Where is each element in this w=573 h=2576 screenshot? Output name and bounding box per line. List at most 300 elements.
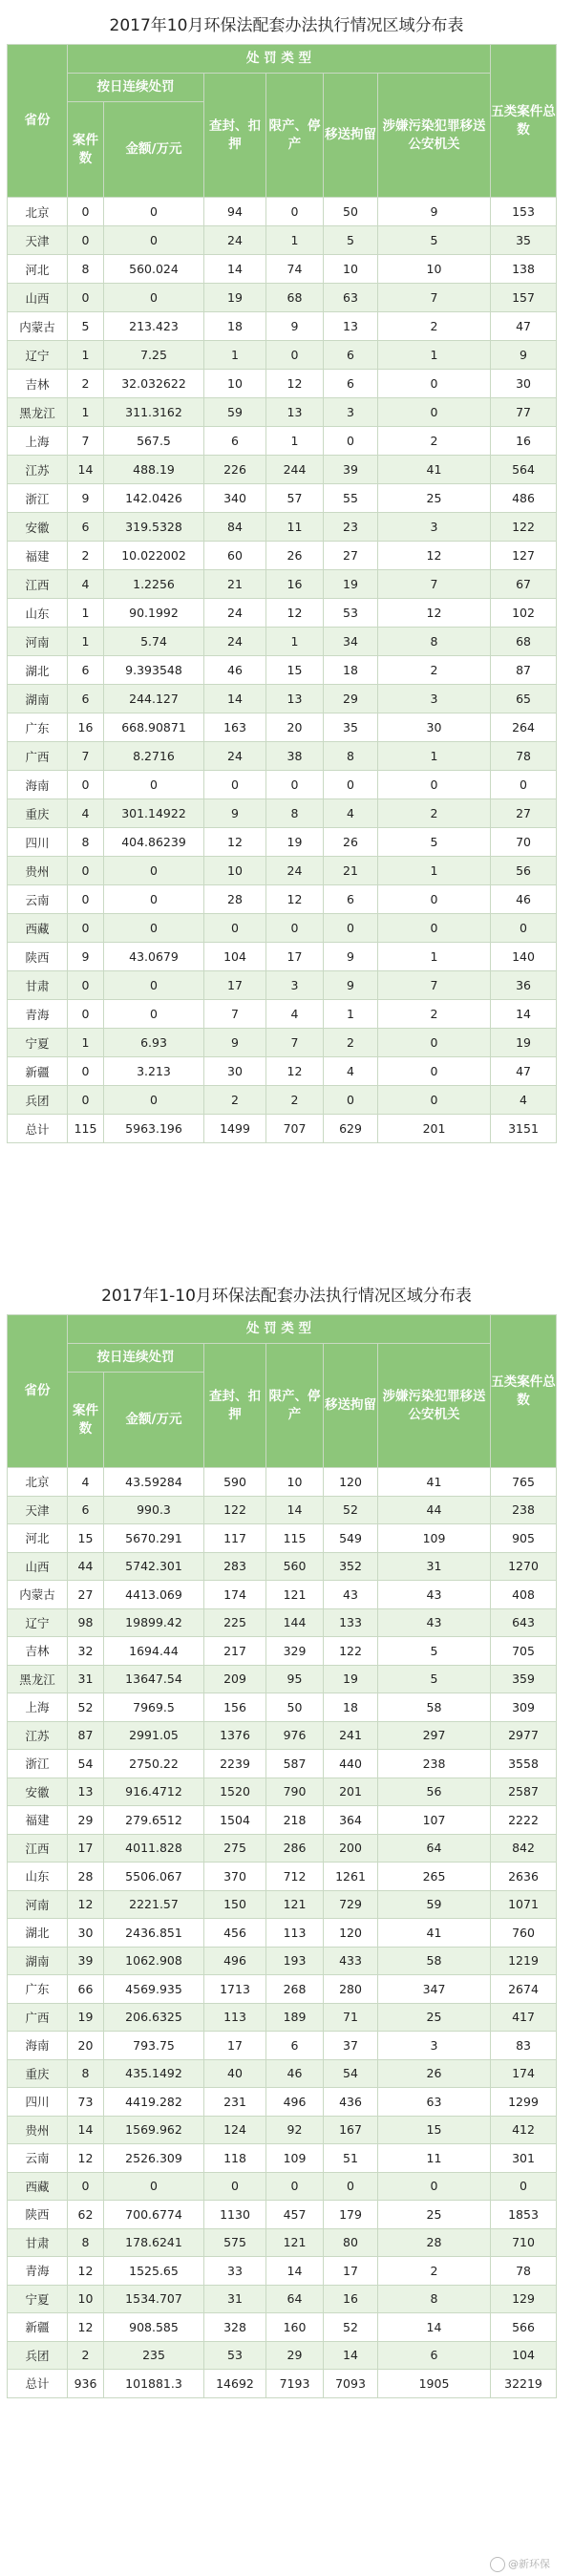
cell-restrict: 121	[266, 1581, 324, 1609]
cell-seizure: 117	[204, 1524, 266, 1553]
cell-police: 2	[378, 312, 491, 341]
cell-cases: 13	[68, 1778, 104, 1806]
header-seizure: 查封、扣押	[204, 1344, 266, 1468]
cell-restrict: 9	[266, 312, 324, 341]
cell-cases: 1	[68, 398, 104, 427]
cell-province: 安徽	[8, 513, 68, 542]
cell-total: 417	[491, 2003, 557, 2032]
cell-seizure: 53	[204, 2341, 266, 2370]
cell-amount: 2436.851	[104, 1919, 204, 1948]
cell-police: 25	[378, 484, 491, 513]
table-row	[8, 799, 557, 828]
cell-police: 12	[378, 599, 491, 628]
cell-province: 安徽	[8, 1778, 68, 1806]
cell-cases: 6	[68, 513, 104, 542]
cell-total: 309	[491, 1693, 557, 1722]
cell-province: 山东	[8, 599, 68, 628]
cell-province: 浙江	[8, 1750, 68, 1778]
table-row-total	[8, 2370, 557, 2398]
cell-detention: 280	[324, 1975, 378, 2004]
table-row	[8, 857, 557, 885]
cell-province: 湖北	[8, 656, 68, 685]
table-row	[8, 2341, 557, 2370]
cell-detention: 200	[324, 1834, 378, 1863]
cell-amount: 567.5	[104, 427, 204, 456]
table-row	[8, 1693, 557, 1722]
cell-total: 0	[491, 771, 557, 799]
cell-police: 56	[378, 1778, 491, 1806]
cell-police: 1	[378, 742, 491, 771]
cell-detention: 352	[324, 1552, 378, 1581]
header-police: 涉嫌污染犯罪移送公安机关	[378, 1344, 491, 1468]
cell-cases: 10	[68, 2285, 104, 2313]
cell-detention: 9	[324, 943, 378, 971]
cell-detention: 433	[324, 1947, 378, 1975]
cell-police: 10	[378, 255, 491, 284]
cell-police: 64	[378, 1834, 491, 1863]
table-row	[8, 341, 557, 370]
cell-province: 河南	[8, 628, 68, 656]
cell-cases: 5	[68, 312, 104, 341]
cell-cases: 2	[68, 370, 104, 398]
table-title-monthly: 2017年10月环保法配套办法执行情况区域分布表	[109, 16, 464, 35]
cell-total: 78	[491, 2257, 557, 2286]
cell-restrict: 121	[266, 2228, 324, 2257]
cell-province: 天津	[8, 226, 68, 255]
cell-detention: 9	[324, 971, 378, 1000]
header-amount: 金额/万元	[104, 102, 204, 198]
cell-police: 1	[378, 341, 491, 370]
cell-restrict: 20	[266, 713, 324, 742]
cell-total: 2977	[491, 1721, 557, 1750]
table-row	[8, 1637, 557, 1666]
cell-police: 7	[378, 284, 491, 312]
cell-seizure: 1376	[204, 1721, 266, 1750]
cell-restrict: 57	[266, 484, 324, 513]
cell-police: 15	[378, 2116, 491, 2144]
cell-restrict: 707	[266, 1115, 324, 1143]
cell-police: 30	[378, 713, 491, 742]
cell-cases: 15	[68, 1524, 104, 1553]
table-row	[8, 255, 557, 284]
cell-province: 天津	[8, 1496, 68, 1524]
cell-cases: 0	[68, 1086, 104, 1115]
cell-total: 16	[491, 427, 557, 456]
table-row	[8, 198, 557, 226]
cell-province: 西藏	[8, 914, 68, 943]
cell-restrict: 11	[266, 513, 324, 542]
cell-province: 河北	[8, 1524, 68, 1553]
table-row	[8, 1029, 557, 1057]
data-table-monthly	[7, 44, 557, 1143]
cell-seizure: 14	[204, 255, 266, 284]
cell-detention: 729	[324, 1890, 378, 1919]
cell-detention: 4	[324, 1057, 378, 1086]
cell-police: 63	[378, 2088, 491, 2117]
cell-cases: 19	[68, 2003, 104, 2032]
header-restrict: 限产、停产	[266, 1344, 324, 1468]
cell-cases: 115	[68, 1115, 104, 1143]
cell-seizure: 1520	[204, 1778, 266, 1806]
cell-restrict: 12	[266, 885, 324, 914]
cell-police: 41	[378, 456, 491, 484]
cell-amount: 2221.57	[104, 1890, 204, 1919]
cell-police: 0	[378, 771, 491, 799]
table-row	[8, 914, 557, 943]
cell-province: 广西	[8, 2003, 68, 2032]
cell-seizure: 226	[204, 456, 266, 484]
table-row	[8, 885, 557, 914]
cell-seizure: 7	[204, 1000, 266, 1029]
cell-province: 辽宁	[8, 1608, 68, 1637]
cell-province: 广东	[8, 713, 68, 742]
cell-seizure: 275	[204, 1834, 266, 1863]
cell-cases: 0	[68, 771, 104, 799]
cell-province: 浙江	[8, 484, 68, 513]
cell-detention: 0	[324, 914, 378, 943]
cell-amount: 235	[104, 2341, 204, 2370]
cell-cases: 8	[68, 255, 104, 284]
cell-police: 6	[378, 2341, 491, 2370]
table-row	[8, 312, 557, 341]
cell-detention: 8	[324, 742, 378, 771]
cell-detention: 21	[324, 857, 378, 885]
table-row	[8, 1524, 557, 1553]
cell-police: 0	[378, 1029, 491, 1057]
cell-province: 四川	[8, 2088, 68, 2117]
cell-restrict: 64	[266, 2285, 324, 2313]
table-row	[8, 971, 557, 1000]
cell-cases: 14	[68, 456, 104, 484]
cell-total: 35	[491, 226, 557, 255]
cell-province: 湖南	[8, 1947, 68, 1975]
cell-amount: 101881.3	[104, 2370, 204, 2398]
cell-police: 5	[378, 1665, 491, 1693]
cell-amount: 488.19	[104, 456, 204, 484]
cell-total: 68	[491, 628, 557, 656]
cell-restrict: 68	[266, 284, 324, 312]
table-row	[8, 1608, 557, 1637]
cell-restrict: 457	[266, 2201, 324, 2229]
cell-province: 云南	[8, 885, 68, 914]
cell-province: 海南	[8, 771, 68, 799]
cell-total: 67	[491, 570, 557, 599]
cell-cases: 2	[68, 2341, 104, 2370]
cell-police: 109	[378, 1524, 491, 1553]
cell-seizure: 10	[204, 370, 266, 398]
cell-cases: 12	[68, 2313, 104, 2342]
cell-amount: 1534.707	[104, 2285, 204, 2313]
cell-restrict: 0	[266, 198, 324, 226]
cell-total: 3558	[491, 1750, 557, 1778]
cell-amount: 0	[104, 198, 204, 226]
cell-province: 江西	[8, 1834, 68, 1863]
table-row	[8, 226, 557, 255]
cell-restrict: 13	[266, 685, 324, 713]
cell-cases: 12	[68, 2144, 104, 2173]
cell-total: 408	[491, 1581, 557, 1609]
cell-restrict: 496	[266, 2088, 324, 2117]
cell-seizure: 28	[204, 885, 266, 914]
cell-province: 青海	[8, 1000, 68, 1029]
cell-seizure: 10	[204, 857, 266, 885]
cell-cases: 0	[68, 1057, 104, 1086]
cell-amount: 13647.54	[104, 1665, 204, 1693]
table-row	[8, 771, 557, 799]
cell-province: 云南	[8, 2144, 68, 2173]
cell-detention: 6	[324, 370, 378, 398]
header-province: 省份	[8, 45, 68, 198]
table-row	[8, 1750, 557, 1778]
cell-restrict: 113	[266, 1919, 324, 1948]
cell-police: 58	[378, 1693, 491, 1722]
cell-total: 0	[491, 914, 557, 943]
cell-amount: 0	[104, 284, 204, 312]
cell-police: 347	[378, 1975, 491, 2004]
cell-restrict: 0	[266, 2172, 324, 2201]
cell-total: 2587	[491, 1778, 557, 1806]
cell-amount: 668.90871	[104, 713, 204, 742]
cell-province: 陕西	[8, 2201, 68, 2229]
header-total	[491, 45, 557, 198]
cell-restrict: 193	[266, 1947, 324, 1975]
cell-cases: 0	[68, 226, 104, 255]
cell-province: 甘肃	[8, 2228, 68, 2257]
cell-total: 47	[491, 1057, 557, 1086]
cell-cases: 7	[68, 742, 104, 771]
cell-seizure: 24	[204, 226, 266, 255]
cell-seizure: 231	[204, 2088, 266, 2117]
table-row	[8, 398, 557, 427]
cell-amount: 990.3	[104, 1496, 204, 1524]
header-penalty-type: 处 罚 类 型	[68, 45, 491, 74]
cell-cases: 4	[68, 1468, 104, 1497]
cell-amount: 1694.44	[104, 1637, 204, 1666]
table-row	[8, 484, 557, 513]
cell-amount: 4419.282	[104, 2088, 204, 2117]
cell-restrict: 16	[266, 570, 324, 599]
cell-province: 西藏	[8, 2172, 68, 2201]
cell-amount: 7.25	[104, 341, 204, 370]
cell-cases: 0	[68, 857, 104, 885]
table-row	[8, 513, 557, 542]
cell-amount: 4569.935	[104, 1975, 204, 2004]
cell-province: 湖南	[8, 685, 68, 713]
cell-restrict: 7193	[266, 2370, 324, 2398]
cell-detention: 6	[324, 885, 378, 914]
table-row	[8, 713, 557, 742]
cell-province: 青海	[8, 2257, 68, 2286]
cell-police: 28	[378, 2228, 491, 2257]
cell-detention: 34	[324, 628, 378, 656]
cell-amount: 5.74	[104, 628, 204, 656]
cell-seizure: 18	[204, 312, 266, 341]
table-row	[8, 2313, 557, 2342]
cell-detention: 167	[324, 2116, 378, 2144]
cell-police: 1	[378, 857, 491, 885]
cell-police: 5	[378, 226, 491, 255]
cell-restrict: 560	[266, 1552, 324, 1581]
cell-total: 1219	[491, 1947, 557, 1975]
header-province: 省份	[8, 1315, 68, 1468]
cell-province: 贵州	[8, 857, 68, 885]
table-row	[8, 2116, 557, 2144]
cell-detention: 201	[324, 1778, 378, 1806]
cell-amount: 0	[104, 1000, 204, 1029]
cell-cases: 1	[68, 628, 104, 656]
cell-police: 44	[378, 1496, 491, 1524]
cell-cases: 4	[68, 570, 104, 599]
cell-restrict: 12	[266, 1057, 324, 1086]
cell-restrict: 329	[266, 1637, 324, 1666]
cell-detention: 43	[324, 1581, 378, 1609]
cell-cases: 0	[68, 284, 104, 312]
cell-seizure: 1	[204, 341, 266, 370]
cell-province: 兵团	[8, 2341, 68, 2370]
cell-amount: 435.1492	[104, 2059, 204, 2088]
cell-total: 104	[491, 2341, 557, 2370]
cell-total: 1071	[491, 1890, 557, 1919]
header-restrict: 限产、停产	[266, 74, 324, 198]
table-row	[8, 2003, 557, 2032]
cell-police: 0	[378, 398, 491, 427]
cell-restrict: 121	[266, 1890, 324, 1919]
cell-police: 1905	[378, 2370, 491, 2398]
cell-amount: 142.0426	[104, 484, 204, 513]
cell-detention: 4	[324, 799, 378, 828]
cell-seizure: 283	[204, 1552, 266, 1581]
cell-amount: 5506.067	[104, 1863, 204, 1891]
cell-cases: 8	[68, 2059, 104, 2088]
table-row	[8, 2032, 557, 2060]
cell-detention: 52	[324, 1496, 378, 1524]
header-daily-penalty: 按日连续处罚	[68, 74, 204, 102]
cell-amount: 19899.42	[104, 1608, 204, 1637]
cell-total: 27	[491, 799, 557, 828]
table-row	[8, 685, 557, 713]
cell-detention: 37	[324, 2032, 378, 2060]
cell-restrict: 115	[266, 1524, 324, 1553]
table-row	[8, 2088, 557, 2117]
cell-police: 14	[378, 2313, 491, 2342]
cell-cases: 12	[68, 1890, 104, 1919]
cell-restrict: 712	[266, 1863, 324, 1891]
cell-total: 359	[491, 1665, 557, 1693]
cell-police: 3	[378, 2032, 491, 2060]
cell-province: 总计	[8, 2370, 68, 2398]
cell-province: 北京	[8, 1468, 68, 1497]
cell-seizure: 17	[204, 2032, 266, 2060]
cell-detention: 1261	[324, 1863, 378, 1891]
table-row	[8, 427, 557, 456]
cell-amount: 2991.05	[104, 1721, 204, 1750]
cell-detention: 16	[324, 2285, 378, 2313]
cell-restrict: 50	[266, 1693, 324, 1722]
header-total-text: 五类案件总数	[491, 104, 556, 138]
cell-province: 陕西	[8, 943, 68, 971]
cell-cases: 6	[68, 656, 104, 685]
cell-cases: 14	[68, 2116, 104, 2144]
weibo-logo-icon	[490, 2557, 505, 2572]
cell-amount: 3.213	[104, 1057, 204, 1086]
cell-cases: 32	[68, 1637, 104, 1666]
cell-province: 贵州	[8, 2116, 68, 2144]
cell-amount: 1525.65	[104, 2257, 204, 2286]
cell-province: 山东	[8, 1863, 68, 1891]
cell-cases: 52	[68, 1693, 104, 1722]
cell-detention: 179	[324, 2201, 378, 2229]
cell-seizure: 590	[204, 1468, 266, 1497]
table-row	[8, 2257, 557, 2286]
cell-detention: 27	[324, 542, 378, 570]
cell-police: 2	[378, 2257, 491, 2286]
cell-seizure: 163	[204, 713, 266, 742]
cell-province: 四川	[8, 828, 68, 857]
cell-total: 2222	[491, 1806, 557, 1835]
cell-total: 238	[491, 1496, 557, 1524]
cell-total: 129	[491, 2285, 557, 2313]
cell-restrict: 587	[266, 1750, 324, 1778]
cell-seizure: 24	[204, 628, 266, 656]
cell-amount: 178.6241	[104, 2228, 204, 2257]
cell-total: 1270	[491, 1552, 557, 1581]
cell-total: 157	[491, 284, 557, 312]
cell-amount: 1062.908	[104, 1947, 204, 1975]
cell-cases: 6	[68, 1496, 104, 1524]
cell-seizure: 1499	[204, 1115, 266, 1143]
cell-total: 710	[491, 2228, 557, 2257]
table-row	[8, 1806, 557, 1835]
watermark	[490, 2556, 550, 2572]
cell-police: 3	[378, 513, 491, 542]
cell-total: 301	[491, 2144, 557, 2173]
cell-cases: 39	[68, 1947, 104, 1975]
cell-police: 0	[378, 1057, 491, 1086]
cell-cases: 8	[68, 828, 104, 857]
cell-seizure: 59	[204, 398, 266, 427]
cell-police: 2	[378, 799, 491, 828]
cell-cases: 4	[68, 799, 104, 828]
cell-seizure: 118	[204, 2144, 266, 2173]
cell-total: 905	[491, 1524, 557, 1553]
header-cases: 案件数	[68, 102, 104, 198]
cell-total: 566	[491, 2313, 557, 2342]
cell-detention: 19	[324, 570, 378, 599]
cell-seizure: 150	[204, 1890, 266, 1919]
cell-amount: 2750.22	[104, 1750, 204, 1778]
cell-amount: 10.022002	[104, 542, 204, 570]
cell-province: 山西	[8, 284, 68, 312]
cell-restrict: 109	[266, 2144, 324, 2173]
table-row	[8, 1086, 557, 1115]
cell-cases: 29	[68, 1806, 104, 1835]
cell-restrict: 976	[266, 1721, 324, 1750]
cell-province: 山西	[8, 1552, 68, 1581]
table-row	[8, 1778, 557, 1806]
cell-police: 25	[378, 2003, 491, 2032]
table-row	[8, 2059, 557, 2088]
cell-province: 上海	[8, 427, 68, 456]
cell-amount: 8.2716	[104, 742, 204, 771]
cell-police: 0	[378, 370, 491, 398]
cell-seizure: 12	[204, 828, 266, 857]
cell-cases: 0	[68, 914, 104, 943]
cell-police: 25	[378, 2201, 491, 2229]
cell-detention: 122	[324, 1637, 378, 1666]
cell-amount: 5742.301	[104, 1552, 204, 1581]
cell-police: 43	[378, 1581, 491, 1609]
cell-restrict: 3	[266, 971, 324, 1000]
